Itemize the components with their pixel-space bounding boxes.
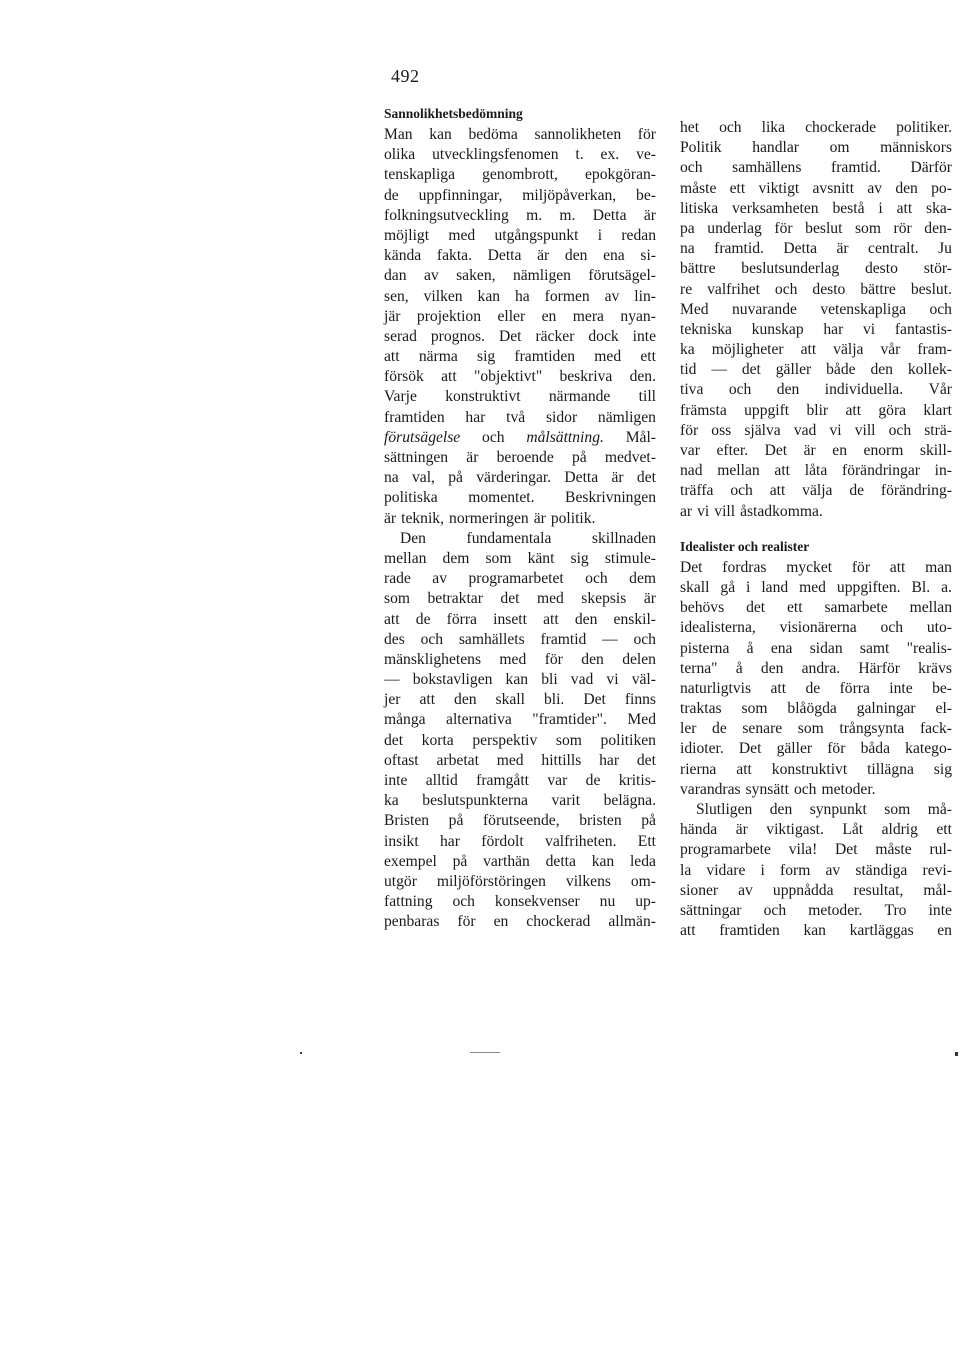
text-line: nad mellan att låta förändringar in- — [680, 462, 952, 480]
text-line: des och samhällets framtid — och — [384, 630, 656, 648]
text-line: möjligt med utgångspunkt i redan — [384, 226, 656, 244]
text-line: tid — det gäller både den kollek- — [680, 361, 952, 379]
text-line: terna" å den andra. Härför krävs — [680, 659, 952, 677]
text-line: folkningsutveckling m. m. Detta är — [384, 206, 656, 224]
text-line: fattning och konsekvenser nu up- — [384, 893, 656, 911]
text-line: het och lika chockerade politiker. — [680, 119, 952, 136]
left-paragraph-2 — [384, 529, 656, 933]
text-line: rierna att konstruktivt tillägna sig — [680, 760, 952, 778]
text-line: rade av programarbetet och dem — [384, 570, 656, 588]
text-line: utgör miljöförstöringen vilkens om- — [384, 872, 656, 890]
text-line: sioner av uppnådda resultat, mål- — [680, 881, 952, 899]
text-line: inte alltid framgått var de kritis- — [384, 772, 656, 789]
left-paragraph-1 — [384, 125, 656, 529]
left-column — [384, 103, 656, 933]
text-line: sättningen är beroende på medvet- — [384, 449, 656, 466]
text-line: var efter. Det är en enorm skill- — [680, 442, 952, 459]
text-line: na framtid. Detta är centralt. Ju — [680, 240, 952, 258]
text-line: idioter. Det gäller för båda katego- — [680, 740, 952, 758]
text-line: ar vi vill åstadkomma. — [680, 502, 823, 520]
text-line: politiska momentet. Beskrivningen — [384, 489, 656, 507]
scan-speck — [470, 1052, 500, 1053]
right-paragraph-2 — [680, 558, 952, 800]
text-line: exempel på varthän detta kan leda — [384, 852, 656, 870]
text-line: är teknik, normeringen är politik. — [384, 509, 596, 527]
text-line: att de förra insett att den enskil- — [384, 610, 656, 628]
text-line: mänsklighetens med för den delen — [384, 650, 656, 668]
text-line: serad prognos. Det räcker dock inte — [384, 327, 656, 345]
text-line: jer att den skall bli. Det finns — [384, 691, 656, 709]
text-line: och samhällens framtid. Därför — [680, 159, 952, 177]
text-line: Politik handlar om människors — [680, 139, 952, 157]
text-line: Man kan bedöma sannolikheten för — [384, 126, 656, 143]
text-line: för oss själva vad vi vill och strä- — [680, 421, 952, 439]
text-line: att närma sig framtiden med ett — [384, 348, 656, 366]
text-line: försök att "objektivt" beskriva den. — [384, 368, 656, 386]
text-line: de uppfinningar, miljöpåverkan, be- — [384, 186, 656, 204]
right-paragraph-3 — [680, 800, 952, 941]
text-line: tekniska kunskap har vi fantastis- — [680, 320, 952, 338]
text-line: framtiden har två sidor nämligen — [384, 408, 656, 426]
text-line: sättningar och metoder. Tro inte — [680, 901, 952, 919]
page-number: 492 — [391, 66, 420, 86]
text-line: att framtiden kan kartläggas en — [680, 922, 952, 940]
text-line: traktas som blåögda galningar el- — [680, 700, 952, 718]
text-line: ler de senare som trångsynta fack- — [680, 720, 952, 738]
text-line: Bristen på förutseende, bristen på — [384, 812, 656, 830]
text-line: oftast arbetat med hittills har det — [384, 751, 656, 769]
text-line: programarbete vila! Det måste rul- — [680, 841, 952, 859]
text-line: insikt har fördolt valfriheten. Ett — [384, 832, 656, 850]
text-line: som betraktar det med skepsis är — [384, 590, 656, 608]
text-line: dan av saken, nämligen förutsägel- — [384, 267, 656, 285]
text-line: måste ett viktigt avsnitt av den po- — [680, 179, 952, 197]
text-line: olika utvecklingsfenomen t. ex. ve- — [384, 146, 656, 164]
text-line: bättre beslutsunderlag desto stör- — [680, 260, 952, 278]
text-line: pisterna å ena sidan samt "realis- — [680, 639, 952, 657]
scan-speck — [955, 1052, 958, 1056]
right-column — [680, 118, 952, 941]
right-paragraph-1 — [680, 118, 952, 522]
text-line: la vidare i form av ständiga revi- — [680, 861, 952, 879]
text-line: varandras synsätt och metoder. — [680, 780, 876, 798]
scan-speck — [300, 1052, 302, 1054]
text-line: hända är viktigast. Låt aldrig ett — [680, 821, 952, 839]
text-line: ka möjligheter att välja vår fram- — [680, 341, 952, 359]
text-line: idealisterna, visionärerna och uto- — [680, 619, 952, 637]
text-line: Det fordras mycket för att man — [680, 558, 952, 576]
section-heading-idealister-och-realister: Idealister och realister — [680, 538, 810, 554]
text-line: träffa och att välja de förändring- — [680, 482, 952, 500]
text-line: litiska verksamheten bestå i att ska- — [680, 199, 952, 217]
text-line: mellan dem som känt sig stimule- — [384, 549, 656, 567]
text-line: ka beslutspunkterna varit belägna. — [384, 792, 656, 810]
text-line: många alternativa "framtider". Med — [384, 711, 656, 729]
text-line: skall gå i land med uppgiften. Bl. a. — [680, 578, 952, 596]
text-line: naturligtvis att de förra inte be- — [680, 679, 952, 697]
text-line: Slutligen den synpunkt som må- — [696, 801, 952, 818]
text-line: penbaras för en chockerad allmän- — [384, 913, 656, 931]
section-heading-sannolikhetsbedomning: Sannolikhetsbedömning — [384, 106, 523, 121]
text-line: förutsägelse och målsättning. Mål- — [384, 428, 656, 446]
text-line: behövs det ett samarbete mellan — [680, 599, 952, 617]
text-line: Med nuvarande vetenskapliga och — [680, 300, 952, 318]
text-line: jär projektion eller en mera nyan- — [384, 307, 656, 325]
text-line: na val, på värderingar. Detta är det — [384, 469, 656, 487]
text-line: kända fakta. Detta är den ena si- — [384, 247, 656, 265]
text-line: tiva och den individuella. Vår — [680, 381, 952, 399]
text-line: pa underlag för beslut som rör den- — [680, 219, 952, 237]
text-line: re valfrihet och desto bättre beslut. — [680, 280, 952, 298]
text-line: främsta uppgift blir att göra klart — [680, 401, 952, 419]
text-line: det korta perspektiv som politiken — [384, 731, 656, 749]
text-line: Varje konstruktivt närmande till — [384, 388, 656, 406]
text-line: Den fundamentala skillnaden — [400, 529, 656, 547]
text-line: sen, vilken kan ha formen av lin- — [384, 287, 656, 305]
text-line: — bokstavligen kan bli vad vi väl- — [384, 671, 656, 689]
text-line: tenskapliga genombrott, epokgöran- — [384, 166, 656, 184]
